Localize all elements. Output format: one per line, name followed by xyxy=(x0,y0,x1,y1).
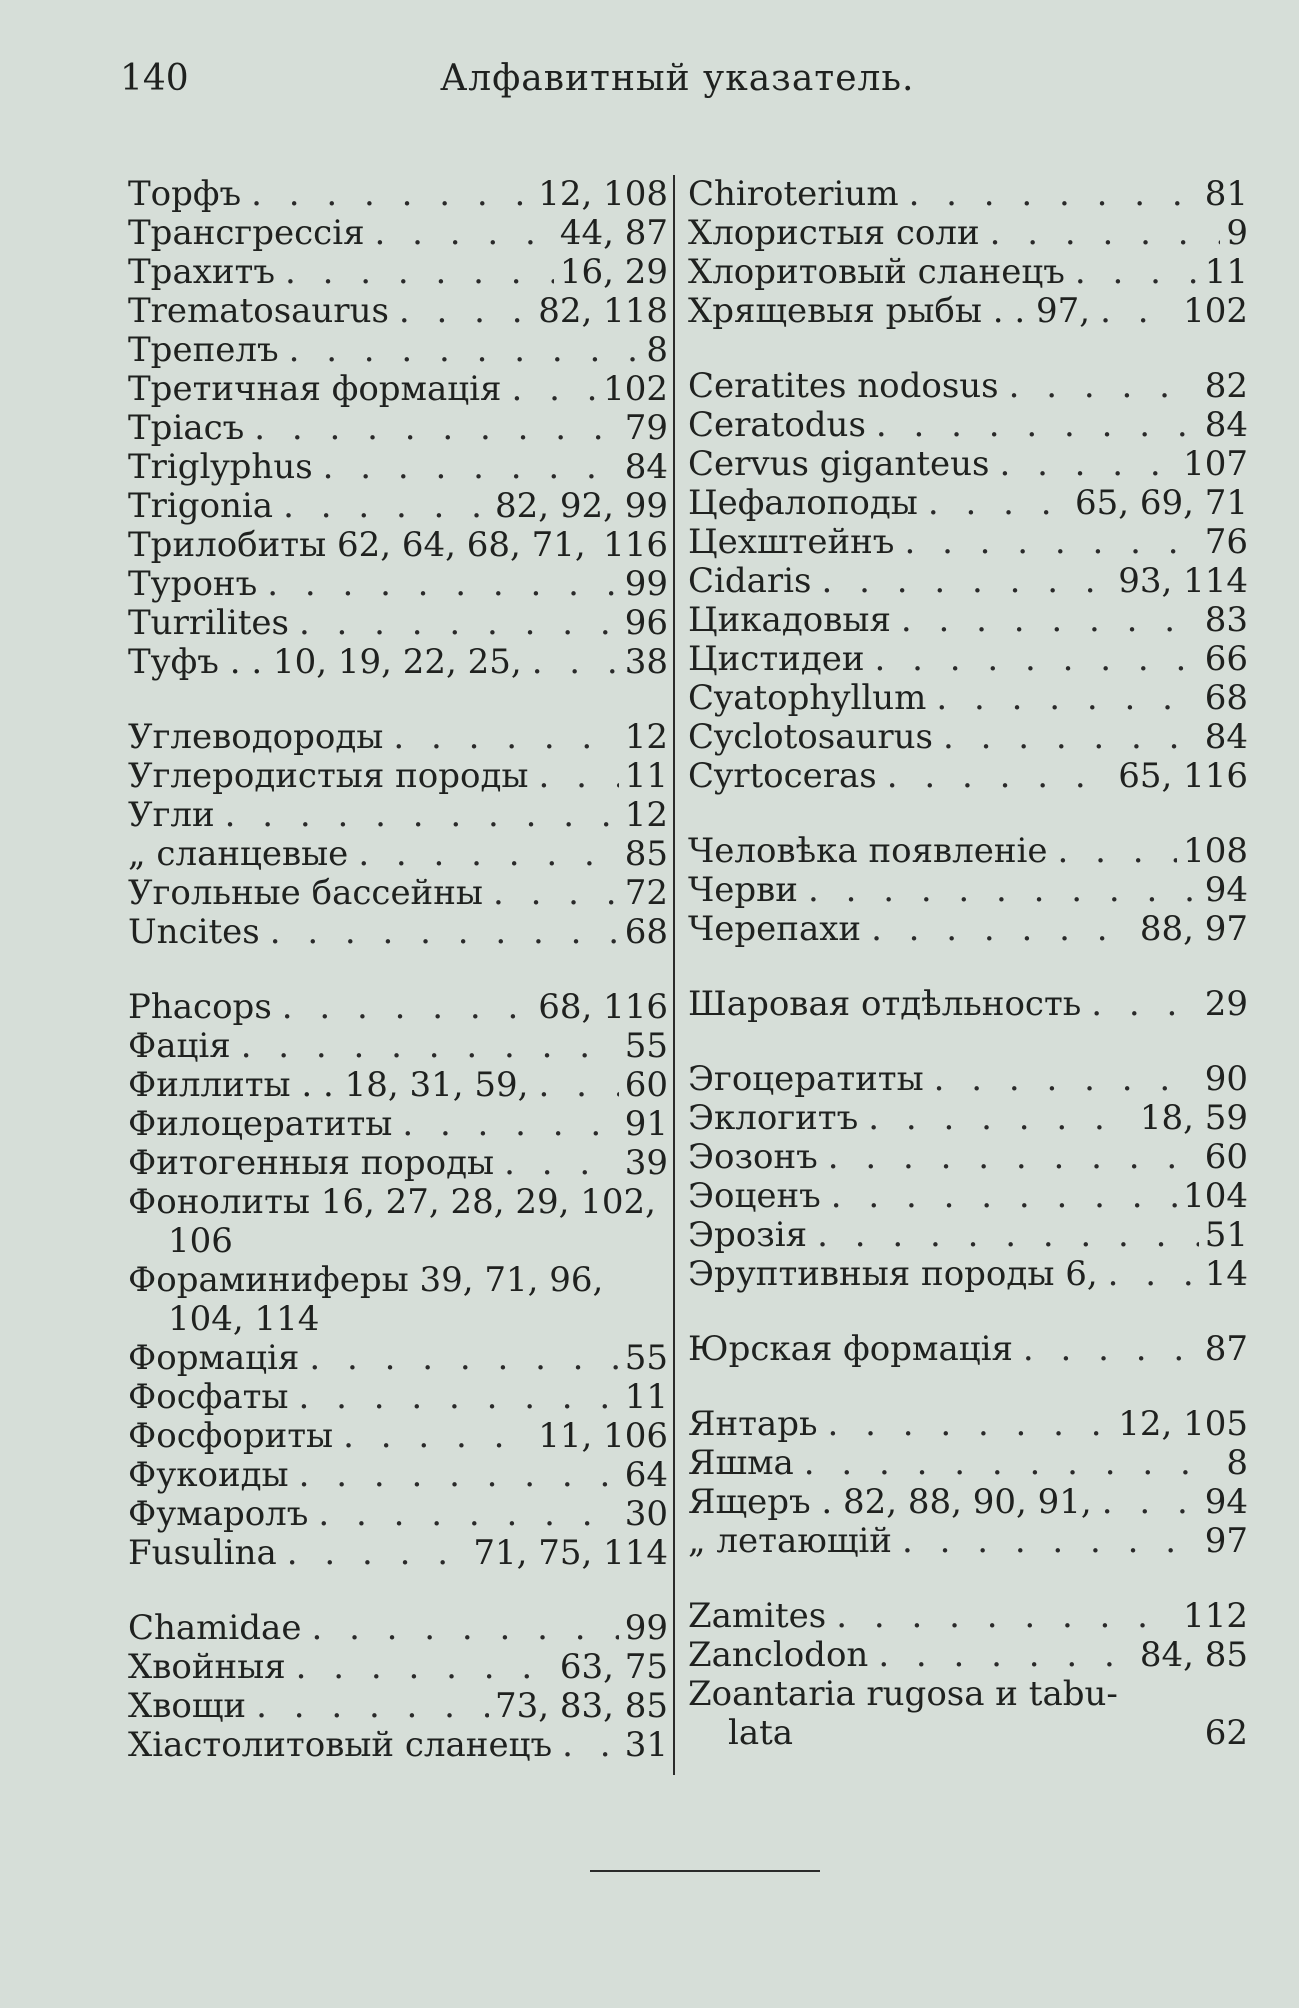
index-entry xyxy=(688,757,1248,796)
entry-term: Цехштейнъ xyxy=(688,522,895,562)
entry-pages: 94 xyxy=(1204,870,1248,910)
entry-term: Zanclodon xyxy=(688,1635,869,1675)
index-entry xyxy=(688,1483,1248,1522)
bottom-rule xyxy=(590,1870,820,1872)
index-entry xyxy=(688,832,1248,871)
entry-pages: 85 xyxy=(624,834,668,874)
entry-term: Хіастолитовый сланецъ xyxy=(128,1725,553,1765)
entry-term: Трепелъ xyxy=(128,330,279,370)
index-entry xyxy=(688,1522,1248,1561)
entry-term: Угли xyxy=(128,795,215,835)
index-entry xyxy=(128,1495,668,1534)
index-entry xyxy=(688,640,1248,679)
entry-pages: 12 xyxy=(624,795,668,835)
leader-dots xyxy=(821,1177,1177,1216)
left-column xyxy=(128,175,668,1801)
entry-term: Фонолиты 16, 27, 28, 29, 102, xyxy=(128,1182,656,1222)
entry-term: Uncites xyxy=(128,912,260,952)
leader-dots xyxy=(866,406,1199,445)
entry-pages: 94 xyxy=(1204,1482,1248,1522)
index-entry xyxy=(688,1636,1248,1675)
entry-pages: 51 xyxy=(1204,1215,1248,1255)
index-entry xyxy=(128,370,668,409)
index-entry xyxy=(688,523,1248,562)
entry-pages: 99 xyxy=(624,564,668,604)
index-group xyxy=(688,1597,1248,1753)
entry-pages: 93, 114 xyxy=(1118,561,1248,601)
entry-term: Cidaris xyxy=(688,561,812,601)
entry-pages: 62 xyxy=(1204,1713,1248,1753)
entry-pages: 60 xyxy=(1204,1137,1248,1177)
leader-dots xyxy=(483,874,619,913)
leader-dots xyxy=(999,367,1199,406)
page-header xyxy=(120,58,1140,108)
index-entry xyxy=(128,1417,668,1456)
leader-dots xyxy=(980,214,1221,253)
page-title: Алфавитный указатель. xyxy=(440,58,915,99)
leader-dots xyxy=(877,757,1112,796)
entry-pages: 38 xyxy=(624,642,668,682)
leader-dots xyxy=(289,1456,619,1495)
entry-pages: 11 xyxy=(624,1377,668,1417)
index-entry xyxy=(128,796,668,835)
leader-dots xyxy=(241,175,532,214)
entry-term: Туфъ . . 10, 19, 22, 25, xyxy=(128,642,522,682)
leader-dots xyxy=(277,1534,468,1573)
entry-pages: 84 xyxy=(1204,717,1248,757)
index-entry xyxy=(688,1177,1248,1216)
index-entry xyxy=(128,175,668,214)
leader-dots xyxy=(528,757,618,796)
index-entry xyxy=(688,562,1248,601)
entry-pages: 9 xyxy=(1226,213,1248,253)
entry-term: 104, 114 xyxy=(168,1299,320,1339)
index-entry xyxy=(128,1027,668,1066)
index-entry xyxy=(688,367,1248,406)
entry-term: Фукоиды xyxy=(128,1455,289,1495)
entry-pages: 112 xyxy=(1183,1596,1248,1636)
index-entry xyxy=(128,1687,668,1726)
leader-dots xyxy=(1081,985,1198,1024)
entry-pages: 84 xyxy=(1204,405,1248,445)
leader-dots xyxy=(818,1138,1199,1177)
entry-term: Ceratodus xyxy=(688,405,866,445)
entry-pages: 72 xyxy=(624,873,668,913)
entry-pages: 99 xyxy=(624,1608,668,1648)
index-entry xyxy=(128,835,668,874)
entry-term: Трансгрессія xyxy=(128,213,365,253)
entry-pages: 102 xyxy=(603,369,668,409)
index-entry xyxy=(688,1216,1248,1255)
entry-pages: 66 xyxy=(1204,639,1248,679)
leader-dots xyxy=(313,448,619,487)
leader-dots xyxy=(861,910,1134,949)
column-divider xyxy=(673,175,675,1775)
entry-term: Zoantaria rugosa и tabu- xyxy=(688,1674,1118,1714)
entry-term: Эруптивныя породы 6, xyxy=(688,1254,1098,1294)
leader-dots xyxy=(279,331,641,370)
entry-pages: 108 xyxy=(1183,831,1248,871)
entry-pages: 90 xyxy=(1204,1059,1248,1099)
entry-term: Trematosaurus xyxy=(128,291,389,331)
entry-pages: 107 xyxy=(1183,444,1248,484)
leader-dots xyxy=(926,679,1198,718)
leader-dots xyxy=(257,565,619,604)
entry-pages: 79 xyxy=(624,408,668,448)
leader-dots xyxy=(868,1636,1134,1675)
leader-dots xyxy=(812,562,1113,601)
leader-dots xyxy=(1048,832,1178,871)
index-columns xyxy=(128,175,1248,1795)
entry-term: Туронъ xyxy=(128,564,258,604)
index-group xyxy=(688,985,1248,1024)
entry-pages: 102 xyxy=(1183,291,1248,331)
leader-dots xyxy=(1098,1255,1199,1294)
index-group xyxy=(128,1609,668,1765)
leader-dots xyxy=(286,1648,554,1687)
index-entry xyxy=(128,292,668,331)
index-group xyxy=(688,1330,1248,1369)
index-entry xyxy=(688,1714,1248,1753)
leader-dots xyxy=(260,913,619,952)
leader-dots xyxy=(794,1444,1221,1483)
index-entry xyxy=(688,1405,1248,1444)
leader-dots xyxy=(892,1522,1199,1561)
index-entry xyxy=(128,487,668,526)
entry-term: Эклогитъ xyxy=(688,1098,859,1138)
entry-pages: 8 xyxy=(1226,1443,1248,1483)
entry-term: Хлористыя соли xyxy=(688,213,980,253)
entry-term: Triglyphus xyxy=(128,447,313,487)
entry-pages: 82, 118 xyxy=(538,291,668,331)
index-entry xyxy=(128,874,668,913)
leader-dots xyxy=(246,1687,489,1726)
entry-term: Человѣка появленіе xyxy=(688,831,1048,871)
entry-term: Хвойныя xyxy=(128,1647,286,1687)
leader-dots xyxy=(231,1027,619,1066)
entry-term: Фосфаты xyxy=(128,1377,289,1417)
entry-pages: 63, 75 xyxy=(559,1647,668,1687)
index-entry xyxy=(128,718,668,757)
leader-dots xyxy=(273,487,489,526)
entry-term: Черепахи xyxy=(688,909,862,949)
page-number: 140 xyxy=(120,58,189,99)
leader-dots xyxy=(289,604,619,643)
entry-term: Филлиты . . 18, 31, 59, xyxy=(128,1065,529,1105)
index-entry xyxy=(128,1648,668,1687)
entry-term: Юрская формація xyxy=(688,1329,1013,1369)
entry-pages: 116 xyxy=(603,525,668,565)
entry-pages: 30 xyxy=(624,1494,668,1534)
leader-dots xyxy=(392,1105,618,1144)
entry-term: Третичная формація xyxy=(128,369,502,409)
entry-term: Янтарь xyxy=(688,1404,818,1444)
entry-pages: 104 xyxy=(1183,1176,1248,1216)
leader-dots xyxy=(891,601,1199,640)
index-entry xyxy=(688,292,1248,331)
leader-dots xyxy=(826,1597,1177,1636)
leader-dots xyxy=(899,175,1199,214)
index-entry xyxy=(128,643,668,682)
entry-term: Эрозія xyxy=(688,1215,808,1255)
leader-dots xyxy=(275,253,554,292)
leader-dots xyxy=(494,1144,619,1183)
index-entry xyxy=(128,1105,668,1144)
index-entry xyxy=(128,1066,668,1105)
index-entry xyxy=(128,988,668,1027)
entry-pages: 11 xyxy=(1204,252,1248,292)
index-entry xyxy=(688,175,1248,214)
entry-term: Яшма xyxy=(688,1443,794,1483)
entry-pages: 18, 59 xyxy=(1139,1098,1248,1138)
entry-term: Формація xyxy=(128,1338,300,1378)
index-entry xyxy=(688,1330,1248,1369)
entry-term: Хрящевыя рыбы . . 97, xyxy=(688,291,1091,331)
entry-term: Chamidae xyxy=(128,1608,302,1648)
index-entry xyxy=(128,565,668,604)
entry-term: 106 xyxy=(168,1221,233,1261)
entry-pages: 12, 105 xyxy=(1118,1404,1248,1444)
index-entry xyxy=(128,1456,668,1495)
leader-dots xyxy=(244,409,618,448)
entry-pages: 76 xyxy=(1204,522,1248,562)
index-entry xyxy=(128,1726,668,1765)
index-entry xyxy=(128,1609,668,1648)
entry-pages: 91 xyxy=(624,1104,668,1144)
index-group xyxy=(688,175,1248,331)
leader-dots xyxy=(383,718,618,757)
entry-pages: 83 xyxy=(1204,600,1248,640)
index-entry xyxy=(688,601,1248,640)
entry-pages: 11 xyxy=(624,756,668,796)
leader-dots xyxy=(1013,1330,1199,1369)
entry-term: Cyclotosaurus xyxy=(688,717,933,757)
leader-dots xyxy=(389,292,532,331)
leader-dots xyxy=(365,214,554,253)
index-entry xyxy=(128,1378,668,1417)
entry-term: Фумаролъ xyxy=(128,1494,309,1534)
leader-dots xyxy=(522,643,619,682)
entry-term: Филоцератиты xyxy=(128,1104,393,1144)
entry-pages: 64 xyxy=(624,1455,668,1495)
leader-dots xyxy=(933,718,1199,757)
entry-pages: 12, 108 xyxy=(538,174,668,214)
entry-term: Ceratites nodosus xyxy=(688,366,999,406)
index-group xyxy=(688,832,1248,949)
entry-pages: 55 xyxy=(624,1338,668,1378)
entry-term: Фитогенныя породы xyxy=(128,1143,495,1183)
leader-dots xyxy=(989,445,1177,484)
entry-term: Тріасъ xyxy=(128,408,245,448)
entry-pages: 81 xyxy=(1204,174,1248,214)
index-entry xyxy=(128,1339,668,1378)
entry-pages: 97 xyxy=(1204,1521,1248,1561)
entry-term: Фораминиферы 39, 71, 96, xyxy=(128,1260,604,1300)
leader-dots xyxy=(865,640,1199,679)
entry-term: Углеродистыя породы xyxy=(128,756,529,796)
index-entry xyxy=(688,214,1248,253)
entry-pages: 60 xyxy=(624,1065,668,1105)
index-entry xyxy=(128,1144,668,1183)
entry-term: Cyrtoceras xyxy=(688,756,877,796)
index-entry xyxy=(128,1300,668,1339)
index-entry xyxy=(128,526,668,565)
entry-pages: 14 xyxy=(1204,1254,1248,1294)
leader-dots xyxy=(348,835,618,874)
index-entry xyxy=(688,1444,1248,1483)
index-entry xyxy=(128,1222,668,1261)
entry-term: „ сланцевые xyxy=(128,834,349,874)
index-entry xyxy=(688,679,1248,718)
entry-term: Phacops xyxy=(128,987,272,1027)
entry-pages: 31 xyxy=(624,1725,668,1765)
index-entry xyxy=(128,448,668,487)
index-entry xyxy=(688,1675,1248,1714)
entry-pages: 39 xyxy=(624,1143,668,1183)
entry-term: Цистидеи xyxy=(688,639,865,679)
index-entry xyxy=(128,253,668,292)
entry-term: Fusulina xyxy=(128,1533,277,1573)
index-group xyxy=(128,988,668,1573)
index-entry xyxy=(688,985,1248,1024)
entry-term: Ящеръ . 82, 88, 90, 91, xyxy=(688,1482,1092,1522)
entry-term: Trigonia xyxy=(128,486,274,526)
leader-dots xyxy=(528,1066,618,1105)
right-column xyxy=(688,175,1248,1789)
index-entry xyxy=(128,913,668,952)
leader-dots xyxy=(301,1609,618,1648)
leader-dots xyxy=(858,1099,1134,1138)
entry-pages: 65, 116 xyxy=(1118,756,1248,796)
index-entry xyxy=(128,1261,668,1300)
entry-term: Хвощи xyxy=(128,1686,247,1726)
index-entry xyxy=(688,718,1248,757)
entry-term: lata xyxy=(728,1713,794,1753)
index-entry xyxy=(128,1534,668,1573)
entry-pages: 8 xyxy=(646,330,668,370)
entry-term: „ летающій xyxy=(688,1521,892,1561)
leader-dots xyxy=(894,523,1198,562)
leader-dots xyxy=(1092,1483,1199,1522)
entry-term: Трахитъ xyxy=(128,252,275,292)
leader-dots xyxy=(1090,292,1177,331)
leader-dots xyxy=(1065,253,1199,292)
index-group xyxy=(688,367,1248,796)
leader-dots xyxy=(918,484,1069,523)
leader-dots xyxy=(333,1417,532,1456)
index-entry xyxy=(128,214,668,253)
leader-dots xyxy=(807,1216,1199,1255)
index-group xyxy=(128,718,668,952)
entry-pages: 68, 116 xyxy=(538,987,668,1027)
leader-dots xyxy=(924,1060,1199,1099)
leader-dots xyxy=(308,1495,618,1534)
index-group xyxy=(688,1060,1248,1294)
entry-term: Трилобиты 62, 64, 68, 71, xyxy=(128,525,586,565)
entry-pages: 68 xyxy=(1204,678,1248,718)
entry-term: Эгоцератиты xyxy=(688,1059,924,1099)
entry-pages: 12 xyxy=(624,717,668,757)
leader-dots xyxy=(501,370,597,409)
entry-term: Chiroterium xyxy=(688,174,899,214)
entry-pages: 87 xyxy=(1204,1329,1248,1369)
index-group xyxy=(128,175,668,682)
index-entry xyxy=(688,910,1248,949)
index-entry xyxy=(688,1060,1248,1099)
leader-dots xyxy=(215,796,619,835)
entry-pages: 29 xyxy=(1204,984,1248,1024)
entry-term: Фосфориты xyxy=(128,1416,334,1456)
entry-pages: 71, 75, 114 xyxy=(473,1533,668,1573)
index-entry xyxy=(688,1138,1248,1177)
entry-term: Zamites xyxy=(688,1596,827,1636)
entry-term: Цикадовыя xyxy=(688,600,891,640)
entry-term: Углеводороды xyxy=(128,717,384,757)
entry-term: Эоценъ xyxy=(688,1176,821,1216)
entry-term: Фація xyxy=(128,1026,231,1066)
index-entry xyxy=(128,1183,668,1222)
index-entry xyxy=(688,871,1248,910)
leader-dots xyxy=(289,1378,619,1417)
leader-dots xyxy=(552,1726,619,1765)
index-entry xyxy=(128,757,668,796)
entry-pages: 11, 106 xyxy=(538,1416,668,1456)
entry-term: Cyatophyllum xyxy=(688,678,927,718)
leader-dots xyxy=(817,1405,1112,1444)
leader-dots xyxy=(272,988,532,1027)
index-entry xyxy=(128,409,668,448)
entry-term: Цефалоподы xyxy=(688,483,918,523)
entry-term: Cervus giganteus xyxy=(688,444,990,484)
entry-pages: 73, 83, 85 xyxy=(494,1686,668,1726)
entry-term: Угольные бассейны xyxy=(128,873,483,913)
index-entry xyxy=(688,253,1248,292)
index-entry xyxy=(688,1597,1248,1636)
leader-dots xyxy=(586,526,597,565)
entry-pages: 44, 87 xyxy=(559,213,668,253)
entry-pages: 82 xyxy=(1204,366,1248,406)
entry-pages: 82, 92, 99 xyxy=(494,486,668,526)
entry-pages: 88, 97 xyxy=(1139,909,1248,949)
index-entry xyxy=(688,484,1248,523)
index-entry xyxy=(688,406,1248,445)
entry-pages: 16, 29 xyxy=(559,252,668,292)
entry-term: Эозонъ xyxy=(688,1137,818,1177)
entry-term: Turrilites xyxy=(128,603,289,643)
leader-dots xyxy=(299,1339,618,1378)
index-entry xyxy=(688,445,1248,484)
index-entry xyxy=(688,1255,1248,1294)
entry-pages: 65, 69, 71 xyxy=(1074,483,1248,523)
entry-term: Хлоритовый сланецъ xyxy=(688,252,1065,292)
entry-pages: 68 xyxy=(624,912,668,952)
index-group xyxy=(688,1405,1248,1561)
index-entry xyxy=(688,1099,1248,1138)
entry-term: Черви xyxy=(688,870,798,910)
index-entry xyxy=(128,331,668,370)
index-entry xyxy=(128,604,668,643)
leader-dots xyxy=(798,871,1199,910)
entry-pages: 55 xyxy=(624,1026,668,1066)
entry-pages: 96 xyxy=(624,603,668,643)
entry-pages: 84 xyxy=(624,447,668,487)
entry-term: Торфъ xyxy=(128,174,242,214)
entry-term: Шаровая отдѣльность xyxy=(688,984,1082,1024)
entry-pages: 84, 85 xyxy=(1139,1635,1248,1675)
